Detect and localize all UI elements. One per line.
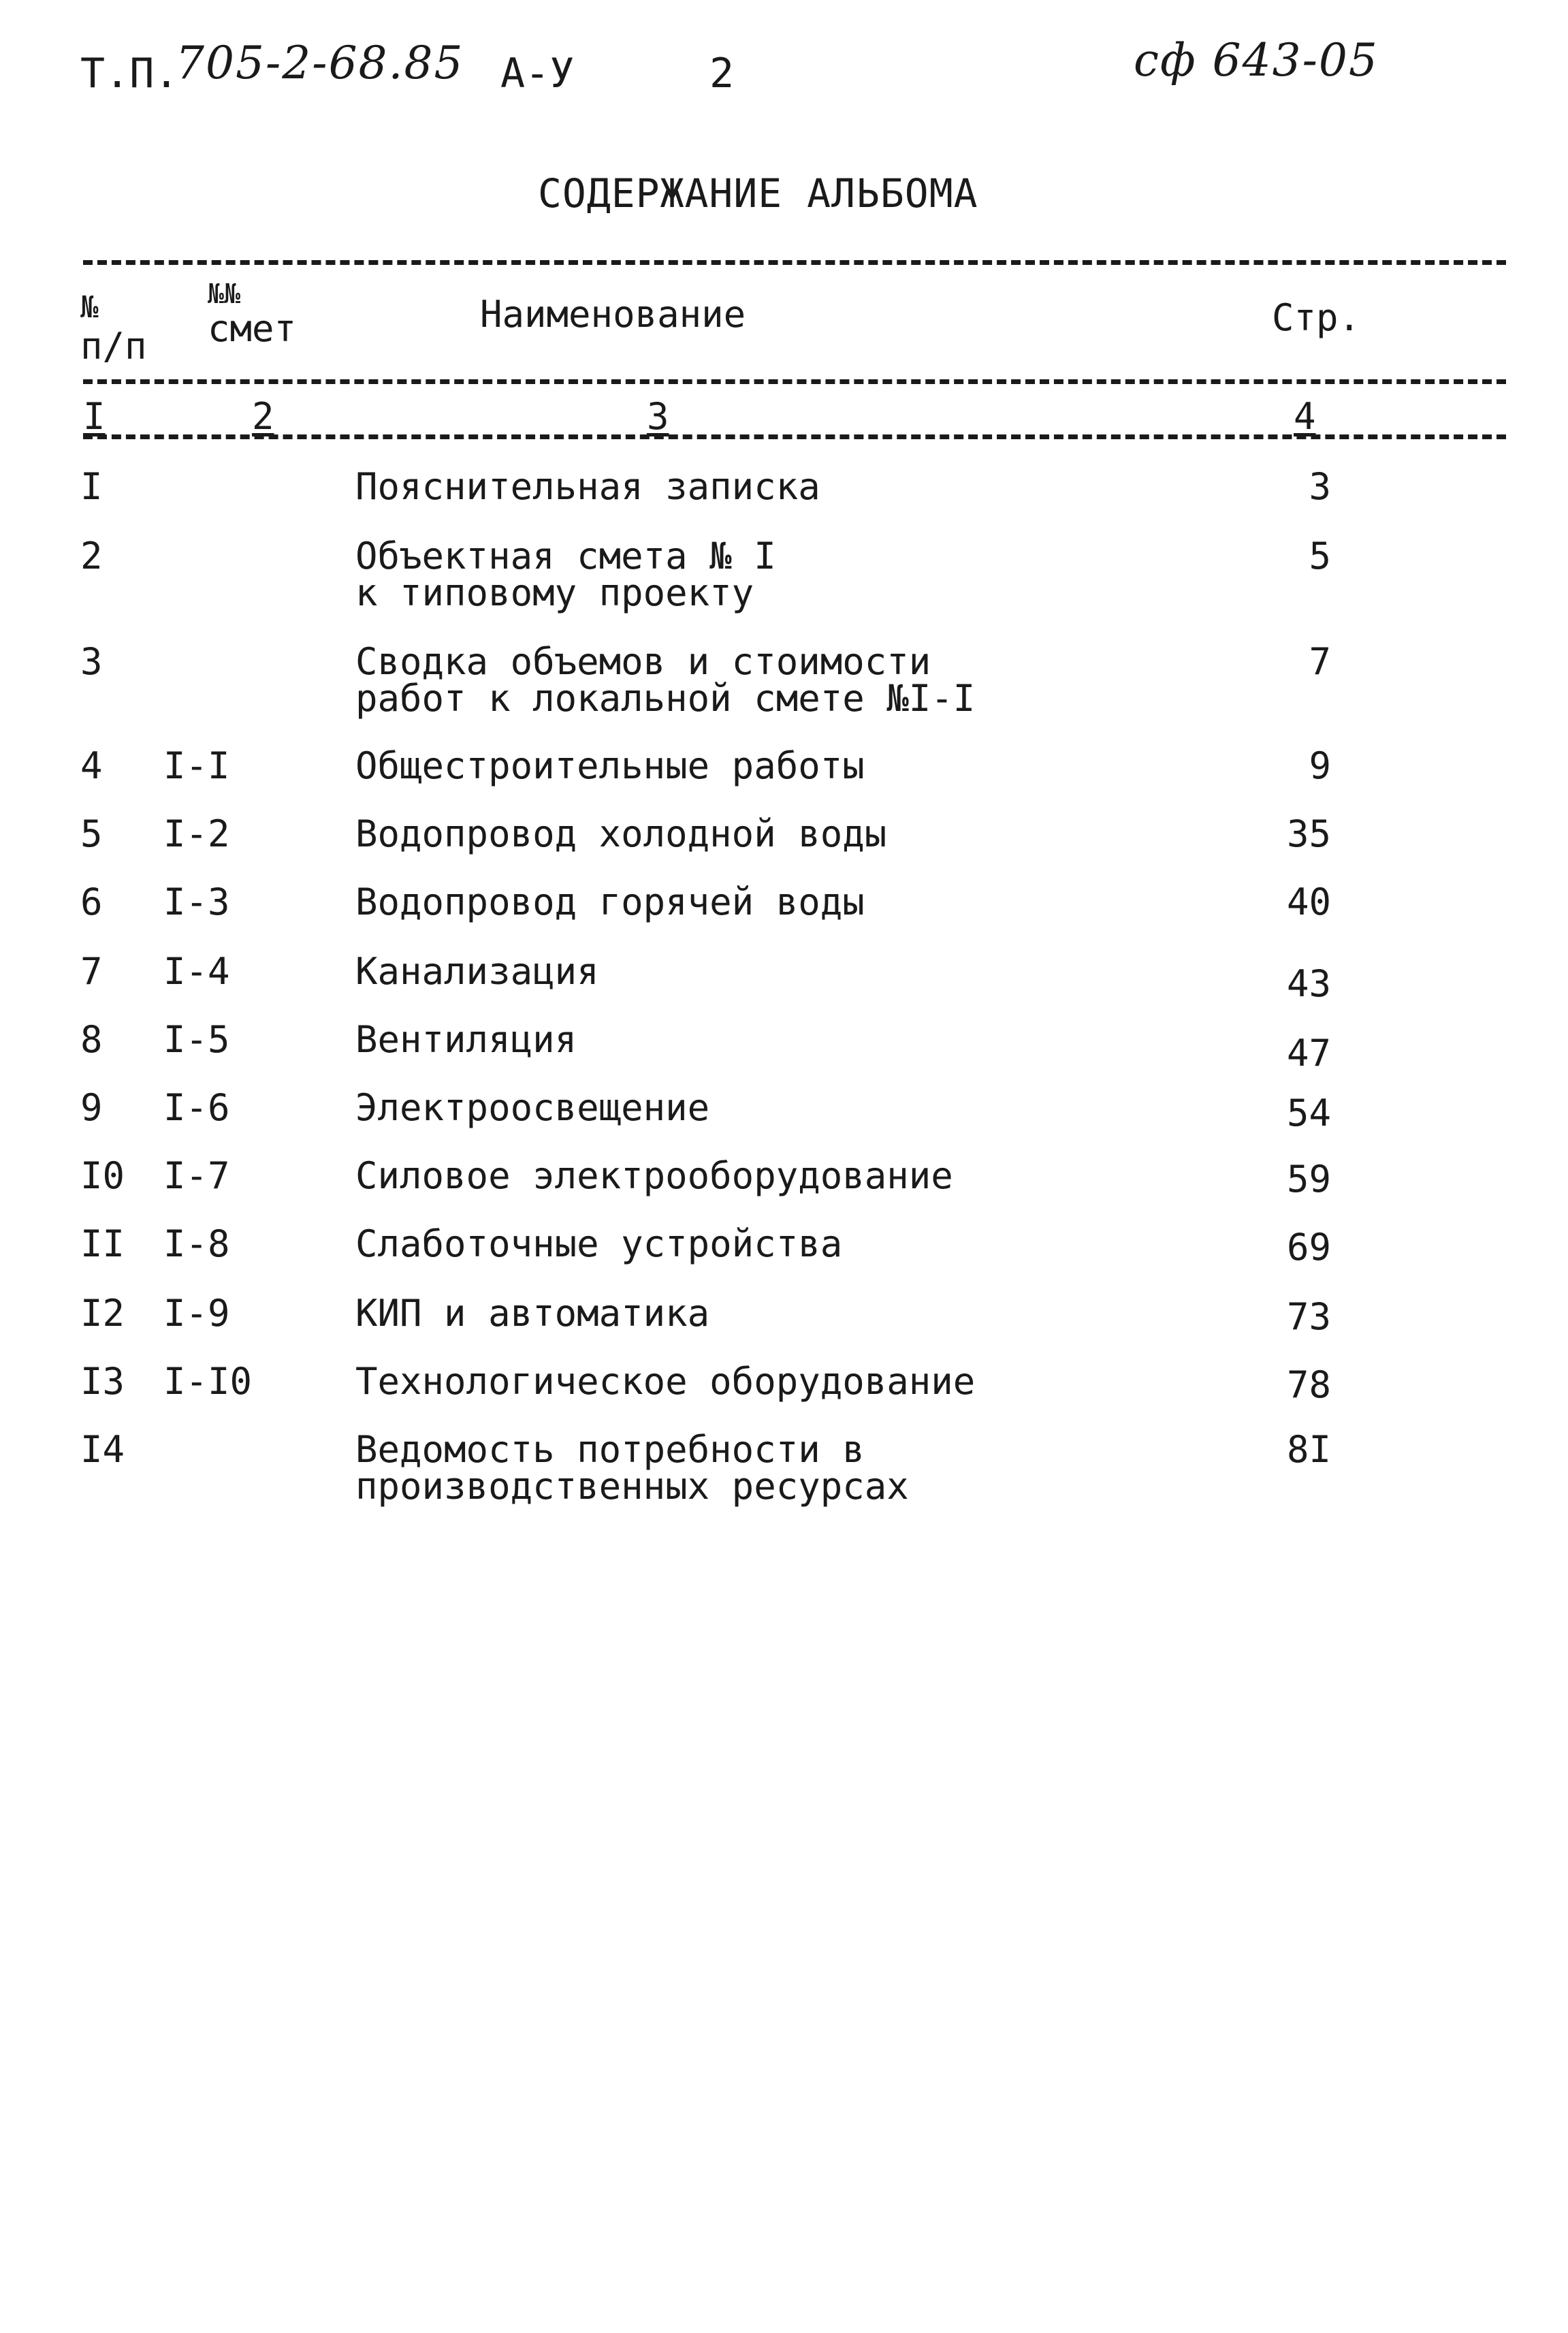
row-number: 3 bbox=[80, 640, 103, 683]
row-number: I4 bbox=[80, 1428, 125, 1471]
row-estimate: I-5 bbox=[163, 1018, 230, 1061]
row-page: 40 bbox=[1286, 880, 1331, 923]
col-header-num-line1: № bbox=[80, 290, 99, 325]
row-number: 2 bbox=[80, 535, 103, 577]
row-name bbox=[355, 744, 865, 787]
row-name bbox=[355, 1086, 710, 1129]
table-top-rule bbox=[83, 260, 1506, 265]
row-name bbox=[355, 1154, 953, 1197]
row-page: 54 bbox=[1286, 1092, 1331, 1134]
row-number: 4 bbox=[80, 744, 103, 787]
row-page: 59 bbox=[1286, 1158, 1331, 1201]
row-number: 8 bbox=[80, 1018, 103, 1061]
row-name bbox=[355, 1222, 843, 1265]
col-number-4: 4 bbox=[1294, 395, 1316, 438]
row-number: I2 bbox=[80, 1292, 125, 1335]
row-name-line: Ведомость потребности в bbox=[355, 1428, 865, 1471]
row-estimate: I-3 bbox=[163, 880, 230, 923]
row-page: 69 bbox=[1286, 1226, 1331, 1269]
table-row bbox=[0, 535, 1568, 620]
col-header-page: Стр. bbox=[1272, 296, 1361, 339]
row-name bbox=[355, 812, 887, 855]
row-page: 35 bbox=[1286, 812, 1331, 855]
row-name bbox=[355, 535, 776, 614]
row-estimate: I-2 bbox=[163, 812, 230, 855]
col-number-2: 2 bbox=[252, 395, 274, 438]
sheet-number: 2 bbox=[709, 50, 735, 97]
row-page: 5 bbox=[1309, 535, 1331, 577]
row-name bbox=[355, 1360, 976, 1403]
row-name-line: Водопровод горячей воды bbox=[355, 880, 865, 923]
row-number: I bbox=[80, 465, 103, 508]
row-estimate: I-8 bbox=[163, 1222, 230, 1265]
row-name bbox=[355, 640, 976, 720]
table-row bbox=[0, 640, 1568, 725]
row-name-line: производственных ресурсах bbox=[355, 1465, 909, 1508]
col-header-num-line2: п/п bbox=[80, 325, 147, 368]
col-header-num bbox=[80, 290, 147, 368]
col-number-1: I bbox=[83, 395, 106, 438]
row-number: II bbox=[80, 1222, 125, 1265]
row-name bbox=[355, 1428, 909, 1508]
doc-prefix: Т.П. bbox=[80, 50, 179, 97]
row-name-line: Общестроительные работы bbox=[355, 744, 865, 787]
row-name-line: Вентиляция bbox=[355, 1018, 577, 1061]
header-bottom-rule bbox=[83, 379, 1506, 384]
row-number: 5 bbox=[80, 812, 103, 855]
row-name-line: КИП и автоматика bbox=[355, 1292, 710, 1335]
row-page: 47 bbox=[1286, 1032, 1331, 1075]
row-name-line: Водопровод холодной воды bbox=[355, 812, 887, 855]
row-name bbox=[355, 1292, 710, 1335]
row-name-line: Канализация bbox=[355, 950, 599, 993]
row-number: I0 bbox=[80, 1154, 125, 1197]
row-name-line: Сводка объемов и стоимости bbox=[355, 640, 931, 683]
row-page: 8I bbox=[1286, 1428, 1331, 1471]
row-estimate: I-9 bbox=[163, 1292, 230, 1335]
row-name bbox=[355, 1018, 577, 1061]
row-name-line: к типовому проекту bbox=[355, 571, 754, 614]
row-estimate: I-7 bbox=[163, 1154, 230, 1197]
row-name-line: Пояснительная записка bbox=[355, 465, 820, 508]
col-header-name: Наименование bbox=[480, 293, 746, 336]
row-page: 7 bbox=[1309, 640, 1331, 683]
row-number: I3 bbox=[80, 1360, 125, 1403]
row-number: 7 bbox=[80, 950, 103, 993]
col-number-3: 3 bbox=[647, 395, 669, 438]
table-row bbox=[0, 1428, 1568, 1513]
row-page: 78 bbox=[1286, 1363, 1331, 1406]
col-header-estimates-line1: №№ bbox=[208, 279, 241, 310]
row-name-line: Электроосвещение bbox=[355, 1086, 710, 1129]
row-page: 43 bbox=[1286, 962, 1331, 1005]
row-number: 9 bbox=[80, 1086, 103, 1129]
row-name bbox=[355, 880, 865, 923]
row-name-line: Объектная смета № I bbox=[355, 535, 776, 577]
row-estimate: I-I0 bbox=[163, 1360, 253, 1403]
row-page: 3 bbox=[1309, 465, 1331, 508]
row-estimate: I-I bbox=[163, 744, 230, 787]
row-number: 6 bbox=[80, 880, 103, 923]
row-page: 73 bbox=[1286, 1295, 1331, 1338]
row-estimate: I-6 bbox=[163, 1086, 230, 1129]
row-page: 9 bbox=[1309, 744, 1331, 787]
row-name-line: Слаботочные устройства bbox=[355, 1222, 843, 1265]
row-name-line: работ к локальной смете №I-I bbox=[355, 677, 976, 720]
archive-code: сф 643-05 bbox=[1134, 34, 1379, 86]
row-estimate: I-4 bbox=[163, 950, 230, 993]
row-name bbox=[355, 465, 820, 508]
col-numbers-bottom-rule bbox=[83, 434, 1506, 439]
page-title: СОДЕРЖАНИЕ АЛЬБОМА bbox=[538, 170, 978, 217]
project-number: 705-2-68.85 bbox=[176, 37, 464, 89]
col-header-estimates-line2: смет bbox=[208, 307, 297, 350]
row-name-line: Технологическое оборудование bbox=[355, 1360, 976, 1403]
album-code: А-У bbox=[500, 50, 575, 97]
row-name-line: Силовое электрооборудование bbox=[355, 1154, 953, 1197]
col-header-estimates bbox=[208, 279, 297, 350]
row-name bbox=[355, 950, 599, 993]
